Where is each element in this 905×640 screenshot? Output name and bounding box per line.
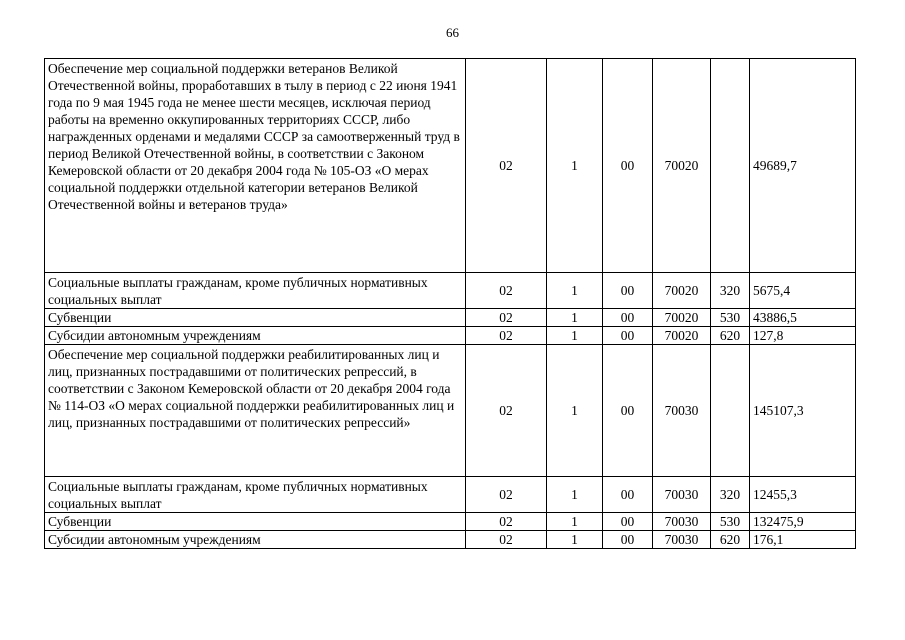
program-code: 1 xyxy=(547,345,603,477)
amount: 132475,9 xyxy=(750,513,856,531)
subprogram-code: 00 xyxy=(603,345,653,477)
direction-code: 70020 xyxy=(653,327,711,345)
subprogram-code: 00 xyxy=(603,531,653,549)
amount: 12455,3 xyxy=(750,477,856,513)
section-code: 02 xyxy=(466,531,547,549)
direction-code: 70030 xyxy=(653,477,711,513)
expense-type-code: 320 xyxy=(711,477,750,513)
program-code: 1 xyxy=(547,309,603,327)
row-description: Обеспечение мер социальной поддержки ветеранов Великой Отечественной войны, проработавших в тылу в период с 22 июня 1941 года по 9 мая 1945 года не менее шести месяцев, исключая период работы на временно оккупированных территориях СССР, либо награжденных орденами и медалями СССР за самоотверженный труд в период Великой Отечественной войны, в соответствии с Законом Кемеровской области от 20 декабря 2004 года № 105-ОЗ «О мерах социальной поддержки отдельной категории ветеранов Великой Отечественной войны и ветеранов труда» xyxy=(45,59,466,273)
section-code: 02 xyxy=(466,345,547,477)
amount: 127,8 xyxy=(750,327,856,345)
direction-code: 70030 xyxy=(653,345,711,477)
row-description: Обеспечение мер социальной поддержки реабилитированных лиц и лиц, признанных пострадавшими от политических репрессий, в соответствии с Законом Кемеровской области от 20 декабря 2004 года № 114-ОЗ «О мерах социальной поддержки реабилитированных лиц и лиц, признанных пострадавшими от политических репрессий» xyxy=(45,345,466,477)
subprogram-code: 00 xyxy=(603,273,653,309)
section-code: 02 xyxy=(466,477,547,513)
direction-code: 70030 xyxy=(653,531,711,549)
expense-type-code xyxy=(711,59,750,273)
subprogram-code: 00 xyxy=(603,513,653,531)
expense-type-code: 620 xyxy=(711,531,750,549)
table-row xyxy=(45,327,856,345)
amount: 176,1 xyxy=(750,531,856,549)
program-code: 1 xyxy=(547,513,603,531)
row-description: Субсидии автономным учреждениям xyxy=(45,531,466,549)
table-row xyxy=(45,273,856,309)
amount: 49689,7 xyxy=(750,59,856,273)
table-row xyxy=(45,59,856,273)
section-code: 02 xyxy=(466,59,547,273)
table-row xyxy=(45,309,856,327)
program-code: 1 xyxy=(547,273,603,309)
subprogram-code: 00 xyxy=(603,59,653,273)
subprogram-code: 00 xyxy=(603,309,653,327)
row-description: Субвенции xyxy=(45,513,466,531)
row-description: Субсидии автономным учреждениям xyxy=(45,327,466,345)
direction-code: 70020 xyxy=(653,59,711,273)
row-description: Социальные выплаты гражданам, кроме публичных нормативных социальных выплат xyxy=(45,477,466,513)
row-description: Социальные выплаты гражданам, кроме публичных нормативных социальных выплат xyxy=(45,273,466,309)
section-code: 02 xyxy=(466,273,547,309)
program-code: 1 xyxy=(547,531,603,549)
expense-type-code: 530 xyxy=(711,513,750,531)
table-row xyxy=(45,345,856,477)
direction-code: 70030 xyxy=(653,513,711,531)
program-code: 1 xyxy=(547,477,603,513)
page-number: 66 xyxy=(446,25,459,40)
direction-code: 70020 xyxy=(653,309,711,327)
subprogram-code: 00 xyxy=(603,327,653,345)
expense-type-code: 620 xyxy=(711,327,750,345)
subprogram-code: 00 xyxy=(603,477,653,513)
row-description: Субвенции xyxy=(45,309,466,327)
program-code: 1 xyxy=(547,59,603,273)
table-row xyxy=(45,513,856,531)
program-code: 1 xyxy=(547,327,603,345)
amount: 145107,3 xyxy=(750,345,856,477)
table-row xyxy=(45,477,856,513)
table-row xyxy=(45,531,856,549)
direction-code: 70020 xyxy=(653,273,711,309)
amount: 43886,5 xyxy=(750,309,856,327)
expense-type-code xyxy=(711,345,750,477)
expense-type-code: 530 xyxy=(711,309,750,327)
amount: 5675,4 xyxy=(750,273,856,309)
section-code: 02 xyxy=(466,513,547,531)
budget-table xyxy=(44,58,856,549)
section-code: 02 xyxy=(466,309,547,327)
section-code: 02 xyxy=(466,327,547,345)
expense-type-code: 320 xyxy=(711,273,750,309)
